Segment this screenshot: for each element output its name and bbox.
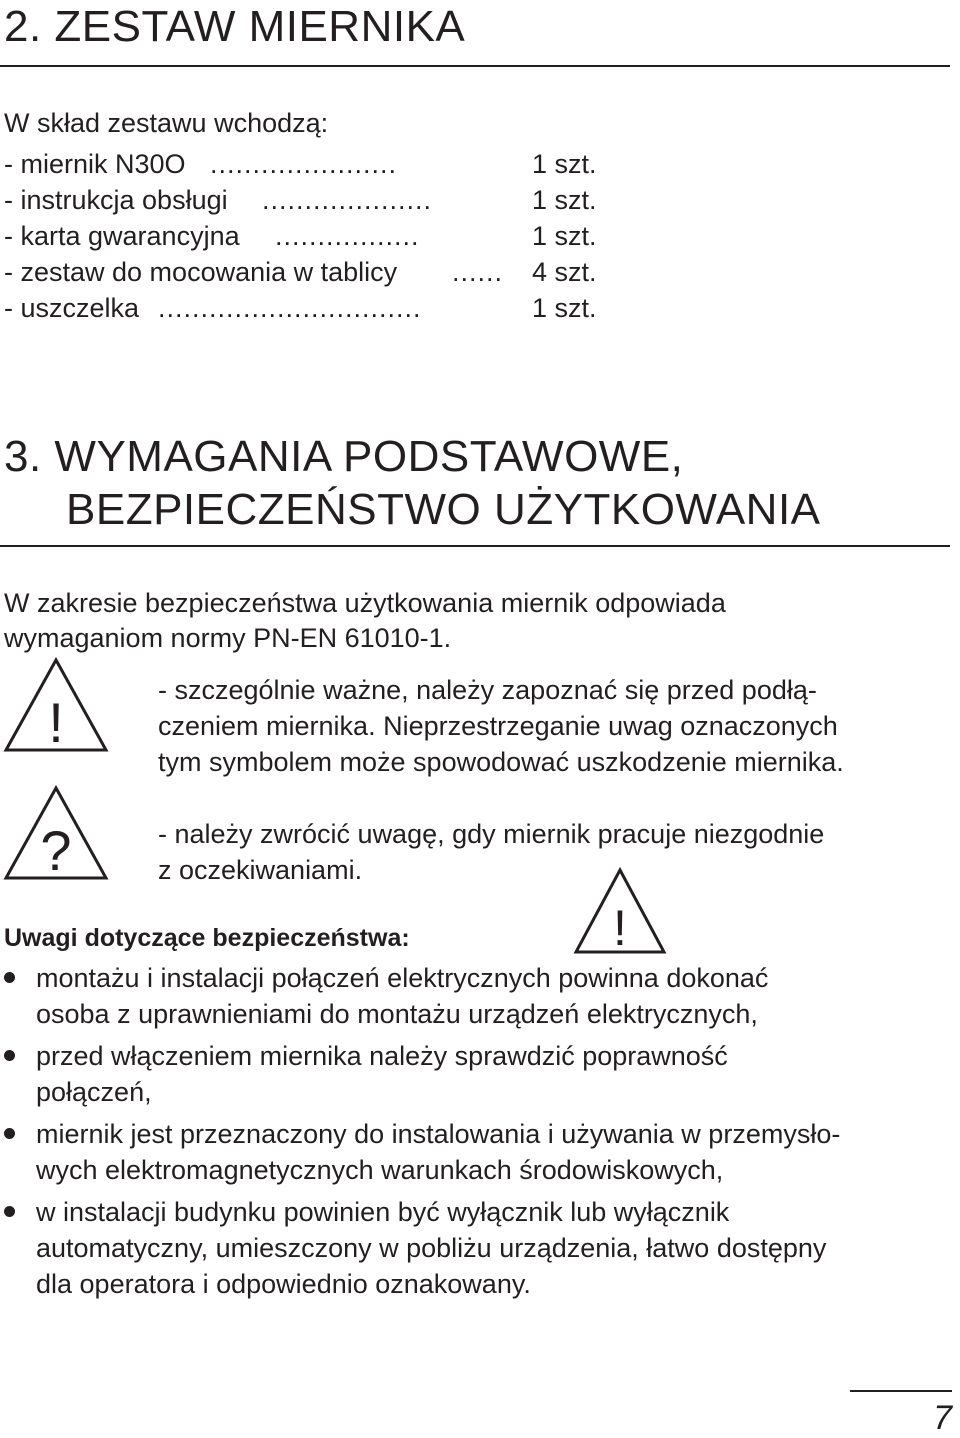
safety-warning-icon (572, 866, 668, 956)
safety-symbol: ! (613, 900, 627, 956)
page-number-rule (850, 1390, 952, 1392)
caution-text-line1: - należy zwrócić uwagę, gdy miernik pracuje niezgodnie (158, 819, 825, 849)
list-item-line: wych elektromagnetycznych warunkach środowiskowych, (36, 1155, 724, 1185)
kit-item-qty: 1 szt. (532, 293, 597, 323)
section-3-heading-line2: BEZPIECZEŃSTWO UŻYTKOWANIA (66, 485, 821, 534)
safety-intro-line1: W zakresie bezpieczeństwa użytkowania miernik odpowiada (4, 588, 726, 618)
page-number: 7 (933, 1399, 952, 1437)
safety-intro-line2: wymaganiom normy PN-EN 61010-1. (4, 623, 452, 653)
warning-text-line2: czeniem miernika. Nieprzestrzeganie uwag oznaczonych (158, 711, 838, 741)
kit-item-leader: .................... (262, 185, 433, 215)
bullet-icon (4, 1206, 15, 1217)
kit-item-label: - instrukcja obsługi (4, 185, 228, 215)
kit-item-label: - uszczelka (4, 293, 140, 323)
warning-triangle-icon (2, 656, 110, 754)
list-item-line: przed włączeniem miernika należy sprawdzić poprawność (36, 1041, 728, 1071)
list-item-line: w instalacji budynku powinien być wyłącznik lub wyłącznik (36, 1197, 730, 1227)
list-item-line: miernik jest przeznaczony do instalowania i używania w przemysło- (36, 1119, 841, 1149)
section-3-heading-line1: 3. WYMAGANIA PODSTAWOWE, (4, 432, 684, 481)
caution-triangle-icon (2, 784, 110, 882)
bullet-icon (4, 1128, 15, 1139)
warning-symbol: ! (48, 691, 64, 754)
kit-item-qty: 1 szt. (532, 185, 597, 215)
safety-remarks-heading: Uwagi dotyczące bezpieczeństwa: (4, 924, 410, 952)
kit-item-leader: ............................... (158, 293, 422, 323)
kit-item-qty: 1 szt. (532, 149, 597, 179)
list-item-line: osoba z uprawnieniami do montażu urządzeń elektrycznych, (36, 999, 758, 1029)
caution-symbol: ? (40, 819, 72, 882)
list-item-line: połączeń, (36, 1077, 152, 1107)
kit-item-leader: ...... (452, 257, 504, 287)
kit-item-label: - zestaw do mocowania w tablicy (4, 257, 398, 287)
kit-item-leader: ................. (275, 221, 420, 251)
kit-intro: W skład zestawu wchodzą: (4, 108, 329, 138)
list-item-line: automatyczny, umieszczony w pobliżu urządzenia, łatwo dostępny (36, 1233, 827, 1263)
kit-item-label: - miernik N30O (4, 149, 186, 179)
bullet-icon (4, 972, 15, 983)
bullet-icon (4, 1050, 15, 1061)
list-item-line: montażu i instalacji połączeń elektrycznych powinna dokonać (36, 963, 769, 993)
warning-text-line1: - szczególnie ważne, należy zapoznać się przed podłą- (158, 675, 817, 705)
kit-item-leader: ...................... (210, 149, 398, 179)
kit-item-label: - karta gwarancyjna (4, 221, 240, 251)
section-3-rule (0, 545, 950, 547)
section-2-heading: 2. ZESTAW MIERNIKA (4, 2, 466, 51)
section-2-rule (0, 65, 950, 67)
kit-item-qty: 4 szt. (532, 257, 597, 287)
warning-text-line3: tym symbolem może spowodować uszkodzenie miernika. (158, 747, 844, 777)
list-item-line: dla operatora i odpowiednio oznakowany. (36, 1269, 531, 1299)
caution-text-line2: z oczekiwaniami. (158, 855, 363, 885)
kit-item-qty: 1 szt. (532, 221, 597, 251)
